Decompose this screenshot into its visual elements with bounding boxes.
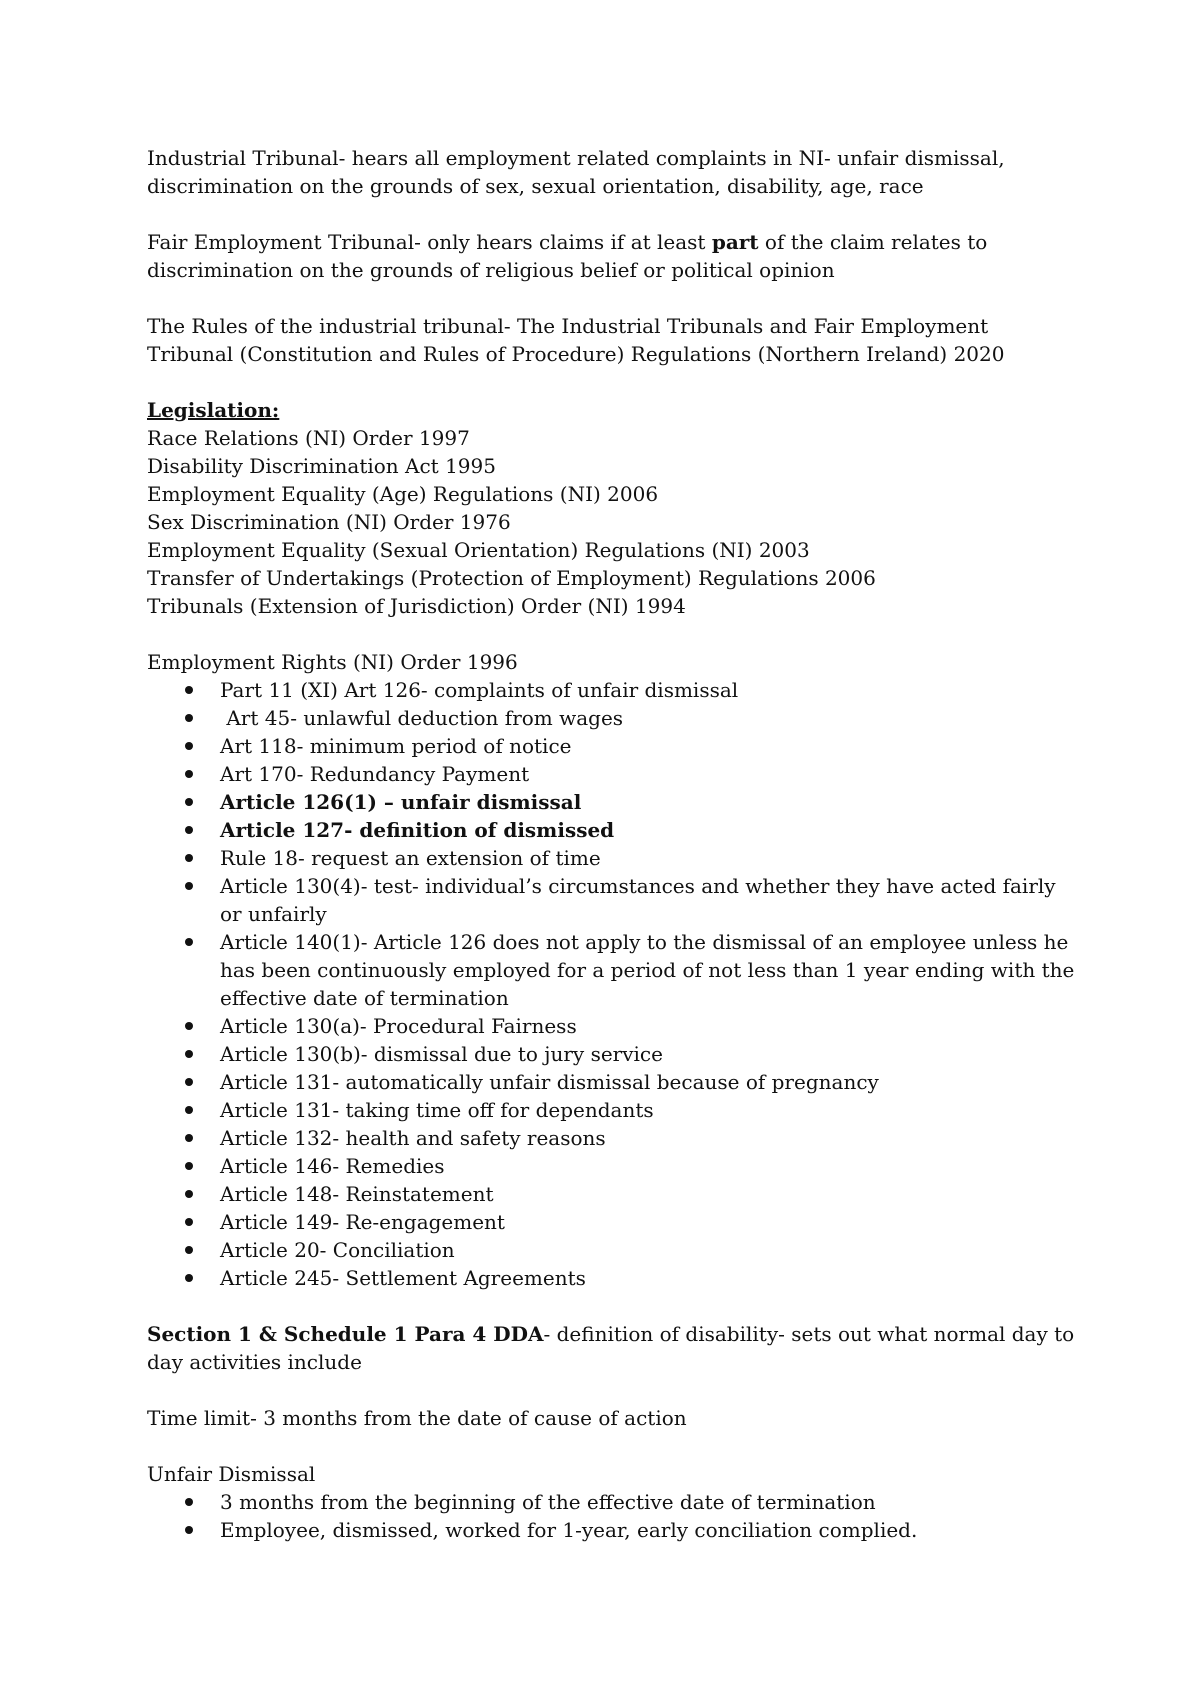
legislation-section [147,396,1077,620]
legislation-item: Disability Discrimination Act 1995 [147,454,496,478]
bullet-icon [185,742,193,750]
legislation-item: Employment Equality (Age) Regulations (NI) 2006 [147,482,659,506]
list-item: 3 months from the beginning of the effective date of termination [220,1488,1077,1516]
bullet-icon [185,938,193,946]
legislation-item: Race Relations (NI) Order 1997 [147,426,470,450]
legislation-heading: Legislation: [147,398,280,422]
bullet-icon [185,1078,193,1086]
list-item: Art 118- minimum period of notice [220,732,1077,760]
list-item: Part 11 (XI) Art 126- complaints of unfair dismissal [220,676,1077,704]
bullet-icon [185,1106,193,1114]
bullet-icon [185,714,193,722]
bullet-icon [185,686,193,694]
list-item: Article 127- definition of dismissed [220,816,1077,844]
list-item: Article 140(1)- Article 126 does not apply to the dismissal of an employee unless he has been continuously employed for a period of not less than 1 year ending with the effective date of termination [220,928,1077,1012]
list-item: Rule 18- request an extension of time [220,844,1077,872]
list-item: Article 149- Re-engagement [220,1208,1077,1236]
list-item: Art 45- unlawful deduction from wages [220,704,1077,732]
paragraph-industrial-tribunal: Industrial Tribunal- hears all employment related complaints in NI- unfair dismissal, discrimination on the grounds of sex, sexual orientation, disability, age, race [147,146,1005,198]
bullet-icon [185,1246,193,1254]
bullet-icon [185,1218,193,1226]
bullet-icon [185,1526,193,1534]
employment-rights-section [147,648,1077,1292]
legislation-item: Sex Discrimination (NI) Order 1976 [147,510,511,534]
employment-rights-list [147,676,1077,1292]
list-item: Article 146- Remedies [220,1152,1077,1180]
list-item: Article 130(a)- Procedural Fairness [220,1012,1077,1040]
bullet-icon [185,882,193,890]
bullet-icon [185,770,193,778]
document-page [147,144,1077,1572]
bullet-icon [185,1162,193,1170]
bullet-icon [185,798,193,806]
paragraph-text: Fair Employment Tribunal- only hears claims if at least [147,230,712,254]
list-item: Article 126(1) – unfair dismissal [220,788,1077,816]
paragraph-tribunal-rules: The Rules of the industrial tribunal- The Industrial Tribunals and Fair Employment Tribunal (Constitution and Rules of Procedure) Regulations (Northern Ireland) 2020 [147,314,1005,366]
list-item: Article 131- taking time off for dependants [220,1096,1077,1124]
bullet-icon [185,1190,193,1198]
legislation-item: Transfer of Undertakings (Protection of Employment) Regulations 2006 [147,566,876,590]
dda-reference: Section 1 & Schedule 1 Para 4 DDA [147,1322,544,1346]
list-item: Article 148- Reinstatement [220,1180,1077,1208]
unfair-dismissal-list [147,1488,1077,1544]
unfair-dismissal-heading: Unfair Dismissal [147,1462,316,1486]
list-item: Article 245- Settlement Agreements [220,1264,1077,1292]
list-item: Employee, dismissed, worked for 1-year, early conciliation complied. [220,1516,1077,1544]
emphasis-part: part [711,230,759,254]
bullet-icon [185,1274,193,1282]
bullet-icon [185,826,193,834]
unfair-dismissal-section [147,1460,1077,1544]
bullet-icon [185,1022,193,1030]
list-item: Article 132- health and safety reasons [220,1124,1077,1152]
paragraph-text: - definition of disability- sets out what normal day to day activities include [147,1322,1075,1374]
list-item: Art 170- Redundancy Payment [220,760,1077,788]
list-item: Article 130(b)- dismissal due to jury service [220,1040,1077,1068]
bullet-icon [185,1050,193,1058]
paragraph-text: of the claim relates to discrimination on the grounds of religious belief or political opinion [147,230,988,282]
bullet-icon [185,1498,193,1506]
paragraph-dda [147,1320,1077,1376]
legislation-item: Tribunals (Extension of Jurisdiction) Order (NI) 1994 [147,594,686,618]
list-item: Article 20- Conciliation [220,1236,1077,1264]
bullet-icon [185,1134,193,1142]
list-item: Article 130(4)- test- individual’s circumstances and whether they have acted fairly or unfairly [220,872,1077,928]
paragraph-fair-employment-tribunal [147,228,1077,284]
employment-rights-heading: Employment Rights (NI) Order 1996 [147,650,518,674]
paragraph-time-limit: Time limit- 3 months from the date of cause of action [147,1406,687,1430]
list-item: Article 131- automatically unfair dismissal because of pregnancy [220,1068,1077,1096]
legislation-item: Employment Equality (Sexual Orientation) Regulations (NI) 2003 [147,538,810,562]
bullet-icon [185,854,193,862]
